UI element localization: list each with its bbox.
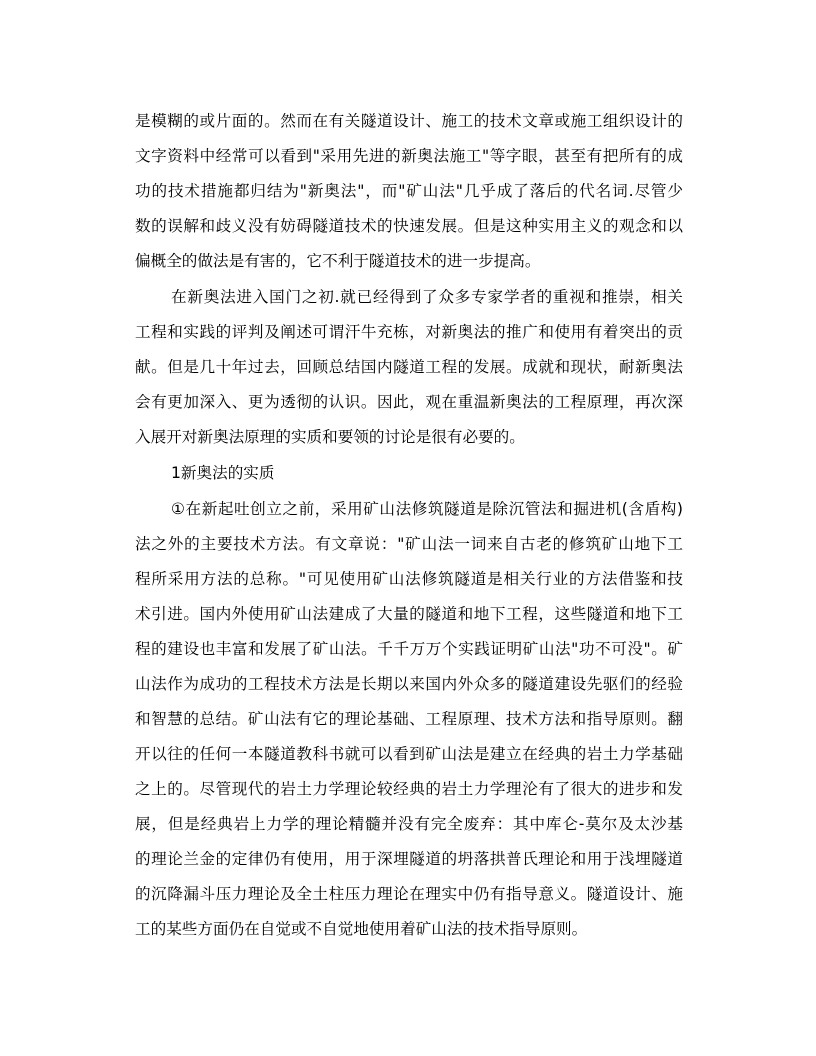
text-line: 之上的。尽管现代的岩土力学理论较经典的岩土力学理沦有了很大的进步和发 xyxy=(135,780,683,798)
text-line: 程所采用方法的总称。"可见使用矿山法修筑隧道是相关行业的方法借鉴和技 xyxy=(135,570,683,588)
text-line: 工程和实践的评判及阐述可谓汗牛充栋，对新奥法的推广和使用有着突出的贡 xyxy=(135,323,683,341)
text-line: ①在新起吐创立之前，采用矿山法修筑隧道是除沉管法和掘进机(含盾构) xyxy=(171,500,683,518)
paragraph-intro-continued xyxy=(135,104,683,279)
document-body xyxy=(135,104,683,947)
text-line: 会有更加深入、更为透彻的认识。因此，观在重温新奥法的工程原理，再次深 xyxy=(135,393,683,411)
text-line: 程的建设也丰富和发展了矿山法。千千万万个实践证明矿山法"功不可没"。矿 xyxy=(135,640,683,658)
paragraph-mining-method xyxy=(135,492,683,947)
text-line: 开以往的任何一本隧道教科书就可以看到矿山法是建立在经典的岩土力学基础 xyxy=(135,745,683,763)
text-line: 的沉降漏斗压力理论及全土柱压力理论在理实中仍有指导意义。隧道设计、施 xyxy=(135,885,683,903)
text-line: 功的技术措施都归结为"新奥法"，而"矿山法"几乎成了落后的代名词.尽管少 xyxy=(135,182,683,200)
section-heading-text: 1新奥法的实质 xyxy=(171,464,275,482)
text-line: 献。但是几十年过去，回顾总结国内隧道工程的发展。成就和现状，耐新奥法 xyxy=(135,358,683,376)
text-line: 展，但是经典岩上力学的理论精髓并没有完全废弃：其中库仑-莫尔及太沙基 xyxy=(135,815,683,833)
text-line: 工的某些方面仍在自觉或不自觉地使用着矿山法的技术指导原则。 xyxy=(135,920,588,938)
text-line: 数的误解和歧义没有妨碍隧道技术的快速发展。但是这种实用主义的观念和以 xyxy=(135,217,683,235)
text-line: 的理论兰金的定律仍有使用，用于深埋隧道的坍落拱普氏理论和用于浅埋隧道 xyxy=(135,850,683,868)
text-line: 术引进。国内外使用矿山法建成了大量的隧道和地下工程，这些隧道和地下工 xyxy=(135,605,683,623)
text-line: 入展开对新奥法原理的实质和要领的讨论是很有必要的。 xyxy=(135,428,525,446)
text-line: 是模糊的或片面的。然而在有关隧道设计、施工的技术文章或施工组织设计的 xyxy=(135,112,683,130)
text-line: 在新奥法进入国门之初.就已经得到了众多专家学者的重视和推崇，相关 xyxy=(171,288,683,306)
paragraph-introduction-history xyxy=(135,280,683,455)
text-line: 山法作为成功的工程技术方法是长期以来国内外众多的隧道建设先驱们的经验 xyxy=(135,675,683,693)
text-line: 和智慧的总结。矿山法有它的理论基础、工程原理、技术方法和指导原则。翻 xyxy=(135,710,683,728)
text-line: 法之外的主要技术方法。有文章说："矿山法一词来自古老的修筑矿山地下工 xyxy=(135,535,683,553)
text-line: 偏概全的做法是有害的，它不利于隧道技术的进一步提高。 xyxy=(135,252,541,270)
text-line: 文字资料中经常可以看到"采用先进的新奥法施工"等字眼，甚至有把所有的成 xyxy=(135,147,683,165)
section-heading xyxy=(135,456,683,491)
